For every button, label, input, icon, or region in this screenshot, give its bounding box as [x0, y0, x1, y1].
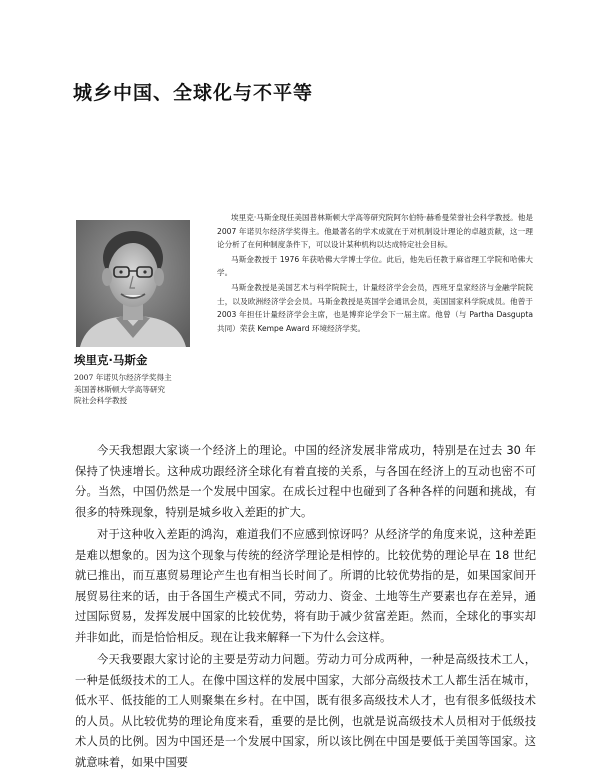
bio-paragraph: 马斯金教授是美国艺术与科学院院士，计量经济学会会员，西班牙皇家经济与金融学院院士，以及欧洲经济学会会员。马斯金教授是英国学会通讯会员，美国国家科学院成员。他曾于 2003 年担任计量经济学会主席，也是博弈论学会下一届主席。他曾（与 Partha Dasgupta 共同）荣获 Kempe Award 环境经济学奖。 [217, 282, 533, 333]
body-paragraph: 今天我想跟大家谈一个经济上的理论。中国的经济发展非常成功，特别是在过去 30 年保持了快速增长。这种成功跟经济全球化有着直接的关系，与各国在经济上的互动也密不可分。当然，中国仍然是一个发展中国家。在成长过程中也碰到了各种各样的问题和挑战，有很多的特殊现象，特别是城乡收入差距的扩大。 [75, 444, 536, 519]
credential-line: 院社会科学教授 [74, 396, 128, 405]
article-body [75, 441, 536, 773]
body-paragraph: 今天我要跟大家讨论的主要是劳动力问题。劳动力可分成两种，一种是高级技术工人，一种是低级技术的工人。在像中国这样的发展中国家，大部分高级技术工人都生活在城市，低水平、低技能的工人则聚集在乡村。在中国，既有很多高级技术人才，也有很多低级技术的人员。从比较优势的理论角度来看，重要的是比例，也就是说高级技术人员相对于低级技术人员的比例。因为中国还是一个发展中国家，所以该比例在中国是要低于美国等国家。这就意味着，如果中国要 [75, 653, 536, 769]
author-photo [76, 220, 190, 347]
author-name: 埃里克·马斯金 [74, 353, 148, 367]
article-title: 城乡中国、全球化与不平等 [73, 82, 314, 104]
author-bio [217, 211, 533, 336]
bio-paragraph: 马斯金教授于 1976 年获哈佛大学博士学位。此后，他先后任教于麻省理工学院和哈佛大学。 [217, 254, 533, 278]
body-paragraph: 对于这种收入差距的鸿沟，难道我们不应感到惊讶吗？从经济学的角度来说，这种差距是难以想象的。因为这个现象与传统的经济学理论是相悖的。比较优势的理论早在 18 世纪就已推出，而互惠贸易理论产生也有相当长时间了。所谓的比较优势指的是，如果国家间开展贸易往来的话，由于各国生产模式不同，劳动力、资金、土地等生产要素也存在差异，通过国际贸易，发挥发展中国家的比较优势，将有助于减少贫富差距。然而，全球化的事实却并非如此，而是恰恰相反。现在让我来解释一下为什么会这样。 [75, 528, 536, 644]
credential-line: 美国普林斯顿大学高等研究 [74, 384, 166, 394]
credential-line: 2007 年诺贝尔经济学奖得主 [74, 373, 172, 382]
bio-paragraph: 埃里克·马斯金现任美国普林斯顿大学高等研究院阿尔伯特·赫希曼荣誉社会科学教授。他是 2007 年诺贝尔经济学奖得主。他最著名的学术成就在于对机制设计理论的卓越贡献，这一理论分析了在何种制度条件下，可以设计某种机构以达成特定社会目标。 [217, 213, 533, 250]
author-portrait-icon [76, 220, 190, 347]
author-credentials [74, 372, 209, 407]
